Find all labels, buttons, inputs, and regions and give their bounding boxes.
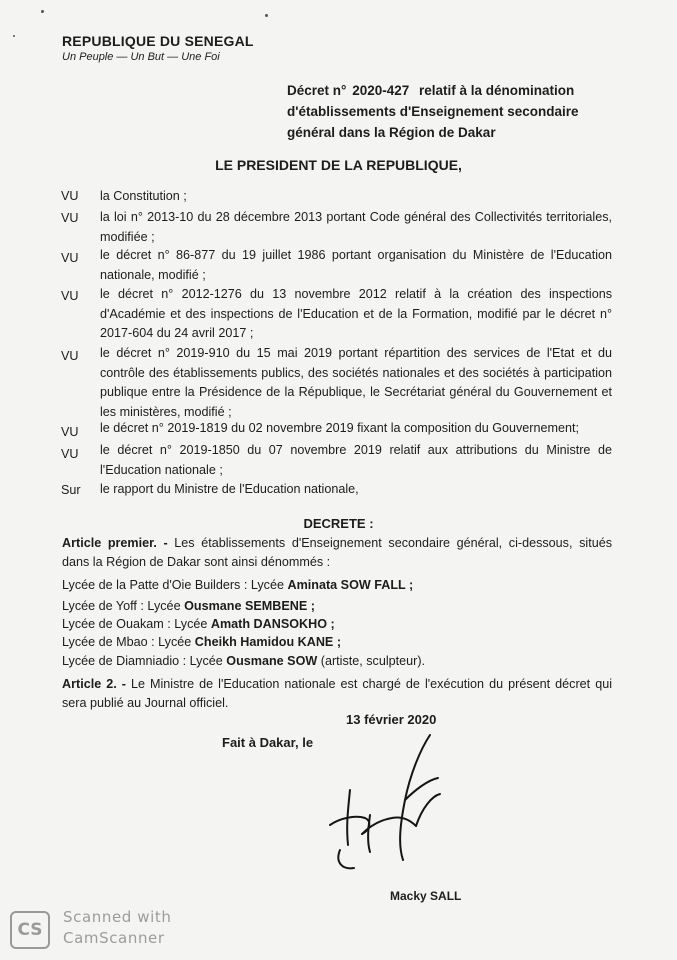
vu-label: VU: [61, 349, 79, 363]
watermark-line-2: CamScanner: [63, 929, 165, 947]
school-new-name: Cheikh Hamidou KANE ;: [194, 635, 342, 649]
school-line: [62, 617, 335, 631]
school-old-name: Lycée de Yoff : Lycée: [62, 599, 185, 613]
vu-text: la Constitution ;: [100, 189, 187, 203]
scan-speck: [13, 35, 15, 37]
vu-label: VU: [61, 211, 79, 225]
scan-speck: [41, 10, 44, 13]
decree-number: 2020-427: [352, 83, 410, 98]
school-old-name: Lycée de Mbao : Lycée: [62, 635, 195, 649]
vu-label: VU: [61, 289, 79, 303]
decree-title-prefix: Décret n°: [287, 83, 347, 98]
decree-title-line-1: [287, 83, 574, 98]
decree-title-line-3: général dans la Région de Dakar: [287, 125, 496, 140]
president-heading: LE PRESIDENT DE LA REPUBLIQUE,: [215, 157, 462, 173]
handwritten-signature: [310, 730, 460, 880]
vu-label: Sur: [61, 483, 81, 497]
vu-text: le décret n° 2019-1850 du 07 novembre 2019 relatif aux attributions du Ministre de l'Education nationale ;: [100, 443, 612, 477]
vu-text: le décret n° 86-877 du 19 juillet 1986 portant organisation du Ministère de l'Education nationale, modifié ;: [100, 248, 612, 282]
signature-place: Fait à Dakar, le: [222, 735, 314, 750]
signatory-name: Macky SALL: [390, 889, 462, 903]
article-premier-text: Les établissements d'Enseignement secondaire général, ci-dessous, situés dans la Région de Dakar sont ainsi dénommés :: [62, 536, 613, 569]
school-old-name: Lycée de Ouakam : Lycée: [62, 617, 211, 631]
vu-label: VU: [61, 189, 79, 203]
camscanner-logo: CS: [10, 911, 50, 949]
country-heading: REPUBLIQUE DU SENEGAL: [62, 33, 254, 49]
school-line: [62, 635, 341, 649]
watermark-line-1: Scanned with: [63, 908, 172, 926]
decree-title-rest: relatif à la dénomination: [419, 83, 575, 98]
decrete-heading: DECRETE :: [303, 516, 374, 531]
vu-label: VU: [61, 251, 79, 265]
school-line: [62, 578, 413, 592]
signature-date: 13 février 2020: [346, 712, 437, 727]
article-premier: [62, 534, 612, 572]
article-2-label: Article 2. -: [62, 677, 126, 691]
vu-text: la loi n° 2013-10 du 28 décembre 2013 portant Code général des Collectivités territoriales, modifiée ;: [100, 210, 612, 244]
vu-label: VU: [61, 447, 79, 461]
school-new-name: Aminata SOW FALL ;: [287, 578, 414, 592]
school-old-name: Lycée de Diamniadio : Lycée: [62, 654, 227, 668]
school-new-name: Ousmane SEMBENE ;: [184, 599, 315, 613]
article-2: [62, 675, 612, 713]
decree-title-line-2: d'établissements d'Enseignement secondaire: [287, 104, 579, 119]
school-line: [62, 654, 425, 668]
vu-text: le rapport du Ministre de l'Education nationale,: [100, 482, 359, 496]
vu-text: le décret n° 2012-1276 du 13 novembre 2012 relatif à la création des inspections d'Académie et des inspections de l'Education et de la Formation, modifié par le décret n° 2017-604 du 24 avril 2017 ;: [100, 287, 612, 340]
school-old-name: Lycée de la Patte d'Oie Builders : Lycée: [62, 578, 288, 592]
scan-speck: [265, 14, 268, 17]
national-motto: Un Peuple — Un But — Une Foi: [62, 51, 220, 63]
school-line: [62, 599, 315, 613]
school-note: (artiste, sculpteur).: [317, 654, 426, 668]
school-new-name: Amath DANSOKHO ;: [210, 617, 335, 631]
article-2-text: Le Ministre de l'Education nationale est chargé de l'exécution du présent décret qui sera publié au Journal officiel.: [62, 677, 612, 710]
article-premier-label: Article premier. -: [62, 536, 168, 550]
vu-text: le décret n° 2019-1819 du 02 novembre 2019 fixant la composition du Gouvernement;: [100, 421, 580, 435]
vu-text: le décret n° 2019-910 du 15 mai 2019 portant répartition des services de l'Etat et du contrôle des établissements publics, des sociétés nationales et des sociétés à participation publique entre la Présidence de la République, le Secrétariat général du Gouvernement et les ministères, modifié ;: [100, 346, 612, 419]
vu-label: VU: [61, 425, 79, 439]
school-new-name: Ousmane SOW: [226, 654, 318, 668]
